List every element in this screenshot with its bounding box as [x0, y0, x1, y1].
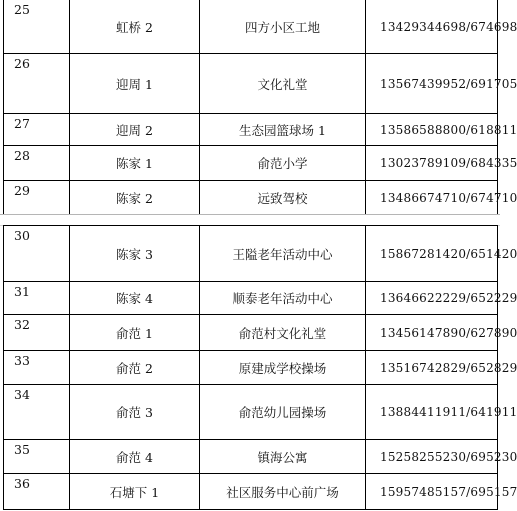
row-number: 27	[4, 114, 70, 146]
row-number: 29	[4, 181, 70, 215]
village-cell: 迎周 2	[70, 114, 200, 146]
location-cell: 顺泰老年活动中心	[200, 282, 366, 315]
phone-cell: 13023789109/684335	[366, 146, 498, 181]
location-cell: 社区服务中心前广场	[200, 474, 366, 510]
location-cell: 俞范村文化礼堂	[200, 315, 366, 351]
village-cell: 陈家 1	[70, 146, 200, 181]
location-cell: 俞范小学	[200, 146, 366, 181]
table-row	[4, 385, 498, 440]
row-number: 32	[4, 315, 70, 351]
row-number: 26	[4, 54, 70, 114]
village-cell: 俞范 4	[70, 440, 200, 474]
phone-cell: 15867281420/651420	[366, 226, 498, 282]
village-cell: 迎周 1	[70, 54, 200, 114]
phone-cell: 15957485157/695157	[366, 474, 498, 510]
village-cell: 石塘下 1	[70, 474, 200, 510]
table-row	[4, 0, 498, 54]
village-cell: 陈家 3	[70, 226, 200, 282]
table-row	[4, 474, 498, 510]
phone-cell: 13586588800/618811	[366, 114, 498, 146]
row-number: 36	[4, 474, 70, 510]
table-row	[4, 181, 498, 215]
village-cell: 俞范 2	[70, 351, 200, 385]
phone-cell: 13486674710/674710	[366, 181, 498, 215]
phone-cell: 13516742829/652829	[366, 351, 498, 385]
location-cell: 王隘老年活动中心	[200, 226, 366, 282]
table-row	[4, 146, 498, 181]
location-cell: 镇海公寓	[200, 440, 366, 474]
phone-cell: 13429344698/674698	[366, 0, 498, 54]
location-cell: 文化礼堂	[200, 54, 366, 114]
location-cell: 四方小区工地	[200, 0, 366, 54]
phone-cell: 13456147890/627890	[366, 315, 498, 351]
phone-cell: 13646622229/652229	[366, 282, 498, 315]
table-row	[4, 351, 498, 385]
table-row	[4, 114, 498, 146]
row-number: 31	[4, 282, 70, 315]
phone-cell: 15258255230/695230	[366, 440, 498, 474]
row-number: 28	[4, 146, 70, 181]
village-cell: 虹桥 2	[70, 0, 200, 54]
row-number: 34	[4, 385, 70, 440]
row-number: 35	[4, 440, 70, 474]
village-cell: 俞范 3	[70, 385, 200, 440]
location-cell: 生态园篮球场 1	[200, 114, 366, 146]
row-number: 30	[4, 226, 70, 282]
table-row	[4, 226, 498, 282]
village-cell: 陈家 2	[70, 181, 200, 215]
table-part-2	[3, 225, 517, 510]
location-cell: 远致驾校	[200, 181, 366, 215]
table-part-1	[3, 0, 517, 215]
row-number: 33	[4, 351, 70, 385]
phone-cell: 13884411911/641911	[366, 385, 498, 440]
location-cell: 原建成学校操场	[200, 351, 366, 385]
table-row	[4, 440, 498, 474]
row-number: 25	[4, 0, 70, 54]
phone-cell: 13567439952/691705	[366, 54, 498, 114]
table-row	[4, 315, 498, 351]
table-row	[4, 54, 498, 114]
village-cell: 俞范 1	[70, 315, 200, 351]
location-cell: 俞范幼儿园操场	[200, 385, 366, 440]
table-row	[4, 282, 498, 315]
village-cell: 陈家 4	[70, 282, 200, 315]
